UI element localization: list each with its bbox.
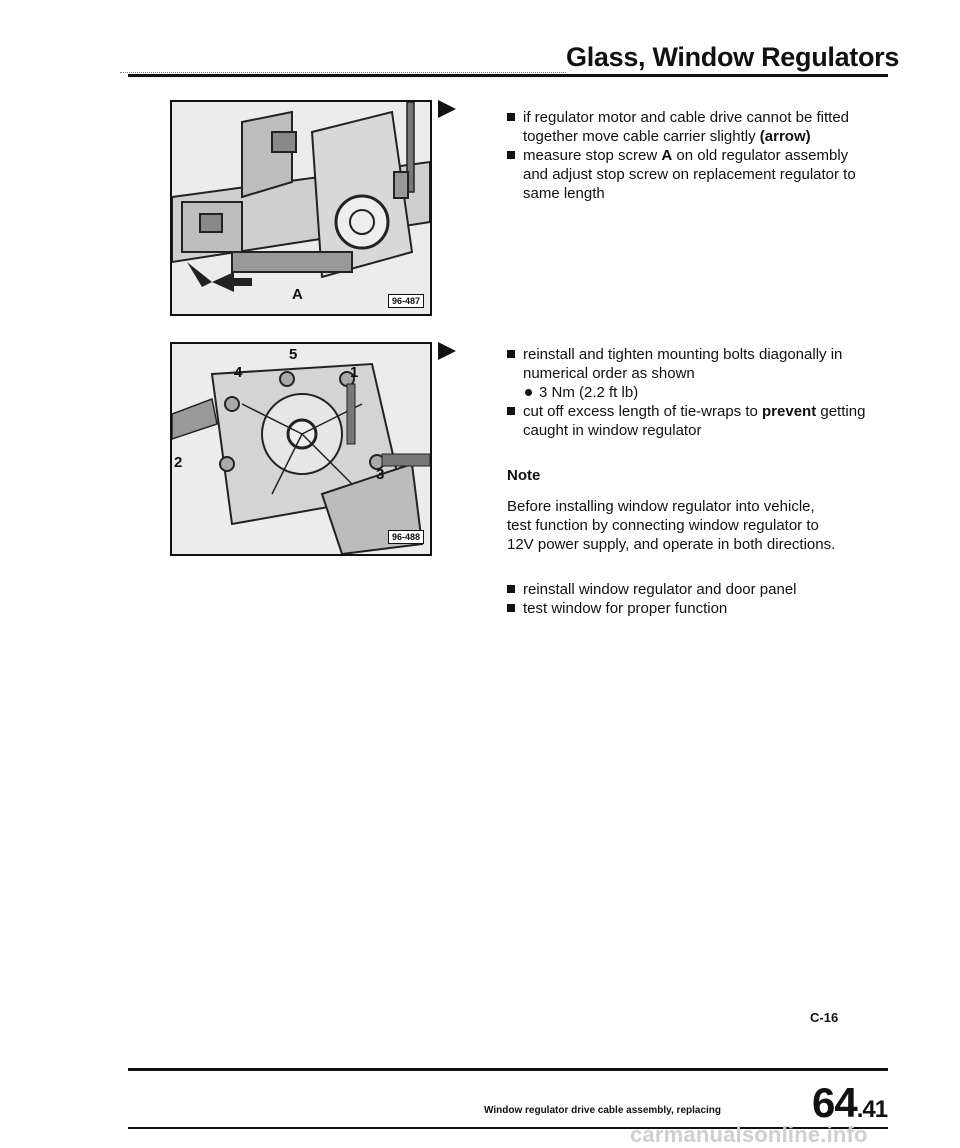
instructions-block-1 (507, 108, 867, 203)
header-dotted-line (120, 72, 566, 73)
pointer-arrow-icon (438, 100, 456, 118)
callout-4: 4 (234, 364, 243, 381)
figure-ref-code: 96-487 (388, 294, 424, 308)
callout-5: 5 (289, 346, 298, 363)
torque-spec: 3 Nm (2.2 ft lb) (507, 383, 867, 402)
list-item: if regulator motor and cable drive cannot be fitted together move cable carrier slightly (arrow) (507, 108, 867, 146)
note-heading: Note (507, 467, 541, 484)
list-item: cut off excess length of tie-wraps to prevent getting caught in window regulator (507, 402, 867, 440)
figure-ref-code: 96-488 (388, 530, 424, 544)
list-item: reinstall and tighten mounting bolts diagonally in numerical order as shown (507, 345, 867, 383)
note-text: Before installing window regulator into vehicle, test function by connecting window regulator to 12V power supply, and operate in both directions. (507, 498, 836, 553)
callout-2: 2 (174, 454, 183, 471)
mounting-bolts-illustration (172, 344, 430, 554)
callout-a: A (292, 286, 303, 303)
list-item: reinstall window regulator and door panel (507, 580, 867, 599)
instructions-block-3 (507, 580, 867, 618)
watermark: carmanualsonline.info (630, 1122, 868, 1147)
page-number: 64.41 (812, 1079, 888, 1126)
regulator-motor-illustration (172, 102, 430, 314)
instructions-block-2 (507, 345, 867, 554)
footer-rule (128, 1068, 888, 1071)
header-rule (128, 74, 888, 77)
callout-1: 1 (350, 364, 359, 381)
callout-3: 3 (376, 466, 385, 483)
page-title: Glass, Window Regulators (566, 42, 900, 72)
list-item: test window for proper function (507, 599, 867, 618)
pointer-arrow-icon (438, 342, 456, 360)
figure-regulator-motor (170, 100, 432, 316)
list-item: measure stop screw A on old regulator assembly and adjust stop screw on replacement regulator to same length (507, 146, 867, 203)
footer-label: Window regulator drive cable assembly, replacing (484, 1105, 722, 1116)
page-code: C-16 (810, 1010, 839, 1025)
figure-mounting-bolts (170, 342, 432, 556)
